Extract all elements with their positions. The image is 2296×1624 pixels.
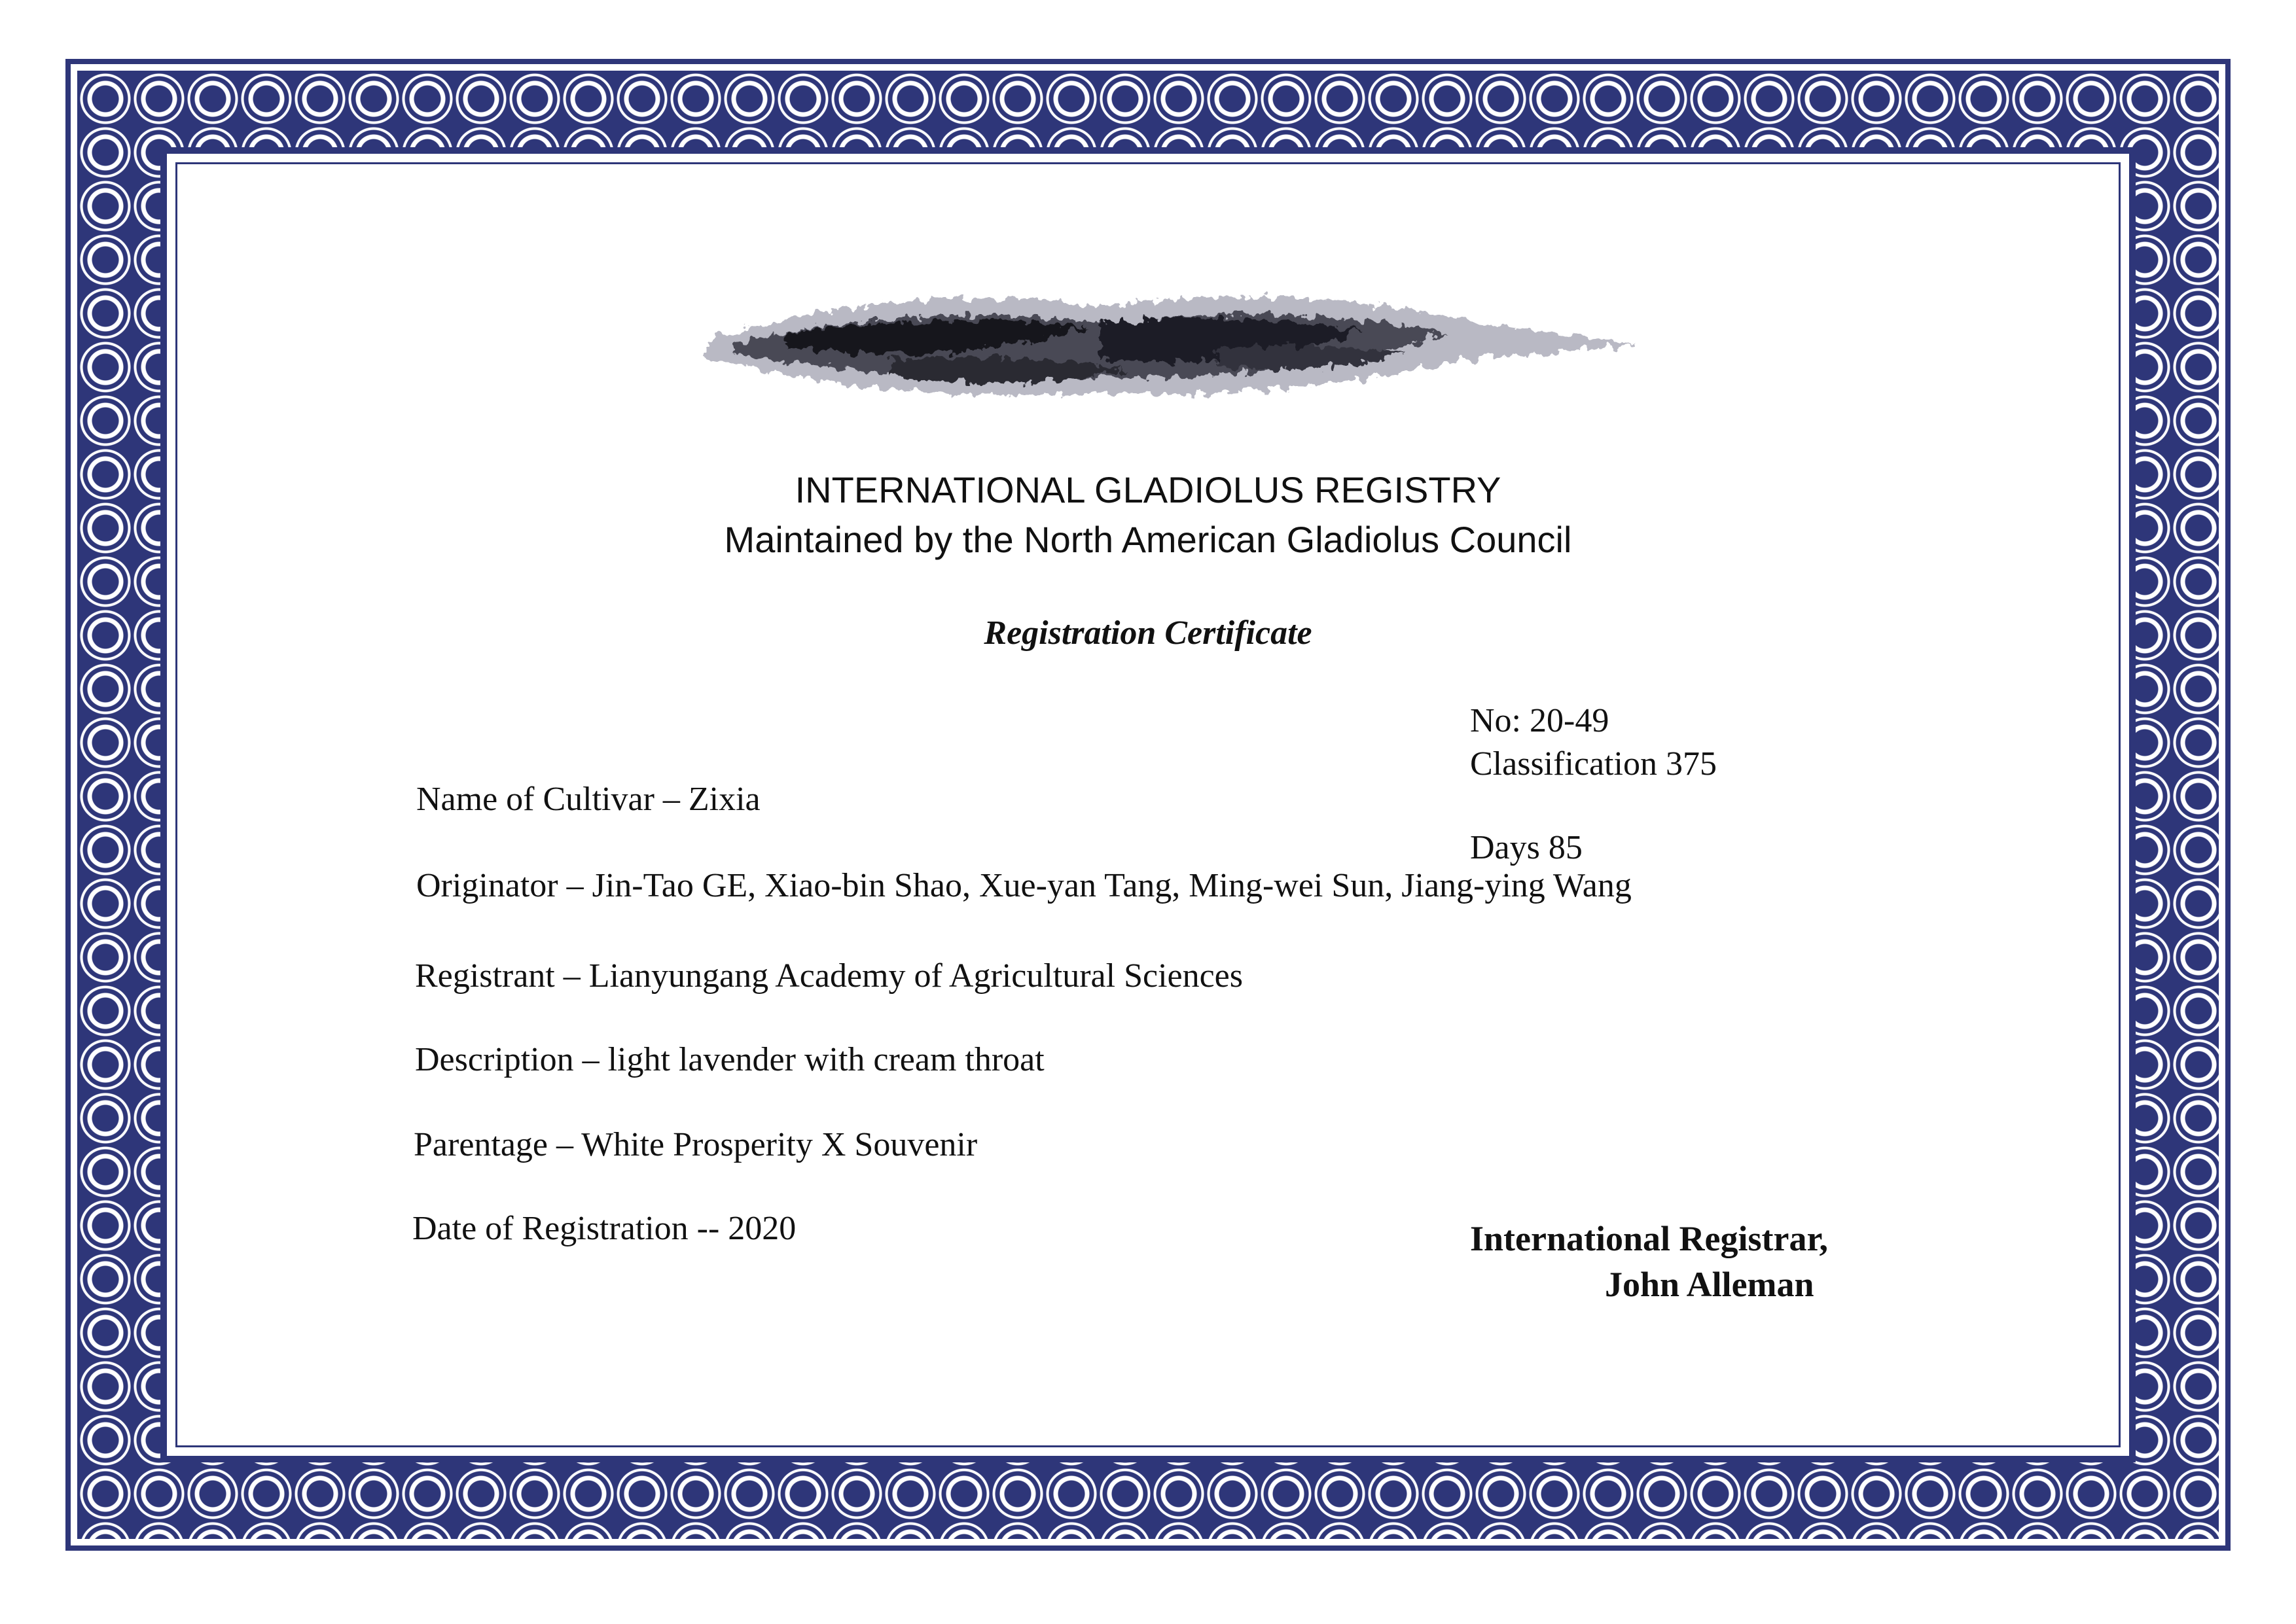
certificate-title: Registration Certificate [984, 614, 1312, 652]
registrant: Registrant – Lianyungang Academy of Agricultural Sciences [415, 957, 1243, 995]
days-to-bloom: Days 85 [1470, 829, 1583, 866]
originator: Originator – Jin-Tao GE, Xiao-bin Shao, Xue-yan Tang, Ming-wei Sun, Jiang-ying Wang [416, 867, 1632, 904]
registry-title: INTERNATIONAL GLADIOLUS REGISTRY [795, 469, 1501, 510]
registrar-title: International Registrar, [1470, 1219, 1828, 1258]
registrar-name: John Alleman [1605, 1265, 1814, 1304]
registration-number: No: 20-49 [1470, 702, 1609, 739]
gladiolus-bouquet-illustration [694, 262, 1649, 432]
classification: Classification 375 [1470, 745, 1717, 783]
description: Description – light lavender with cream throat [415, 1041, 1045, 1078]
registry-subtitle: Maintained by the North American Gladiolus Council [724, 519, 1572, 560]
date-of-registration: Date of Registration -- 2020 [412, 1210, 797, 1247]
cultivar-name: Name of Cultivar – Zixia [416, 781, 761, 818]
parentage: Parentage – White Prosperity X Souvenir [414, 1126, 978, 1163]
